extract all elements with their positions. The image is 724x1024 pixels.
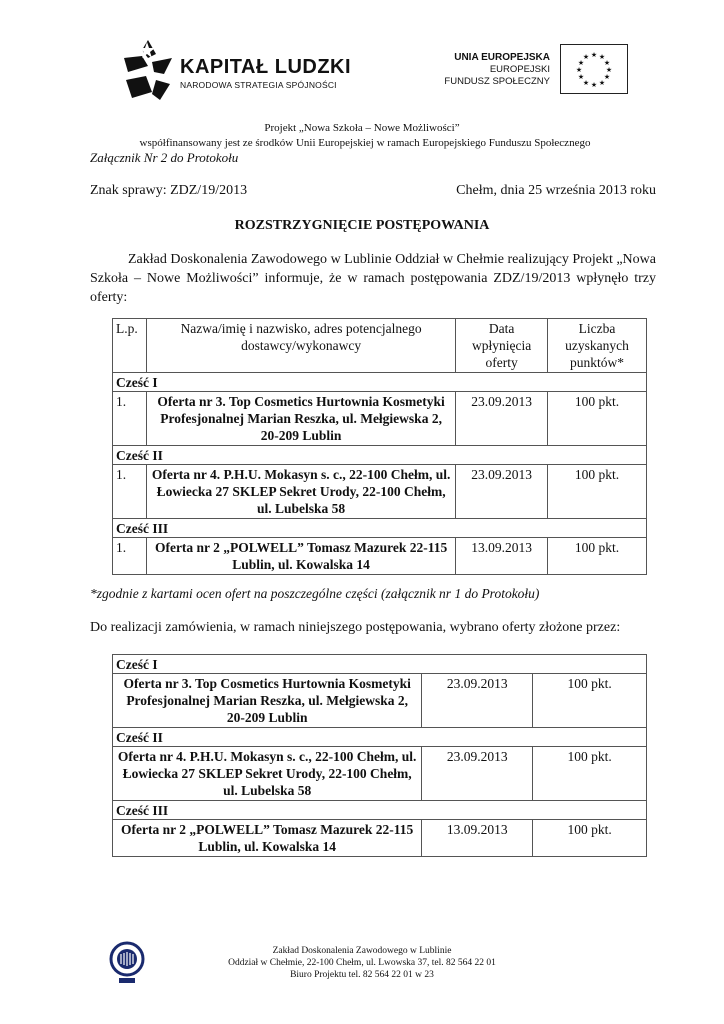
svg-text:★: ★ (605, 66, 613, 74)
table-row (113, 465, 647, 519)
header-points: Liczba uzyskanych punktów* (548, 319, 647, 373)
row-date: 23.09.2013 (456, 392, 548, 446)
section-label: Cześć I (113, 655, 647, 674)
row-offer: Oferta nr 2 „POLWELL” Tomasz Mazurek 22-115 Lublin, ul. Kowalska 14 (146, 538, 455, 575)
intro-paragraph: Zakład Doskonalenia Zawodowego w Lublinie Oddział w Chełmie realizujący Projekt „Nowa Szkoła – Nowe Możliwości” informuje, że w ramach postępowania ZDZ/19/2013 wpłynęło trzy oferty: (90, 252, 656, 305)
svg-text:★: ★ (590, 81, 598, 89)
row-date: 13.09.2013 (456, 538, 548, 575)
table-row (113, 674, 647, 728)
row-offer: Oferta nr 3. Top Cosmetics Hurtownia Kosmetyki Profesjonalnej Marian Reszka, ul. Mełgiewska 2, 20-209 Lublin (113, 674, 422, 728)
row-points: 100 pkt. (548, 538, 647, 575)
project-line-2: współfinansowany jest ze środków Unii Europejskiej w ramach Europejskiego Funduszu Społecznego (139, 137, 591, 149)
row-offer: Oferta nr 4. P.H.U. Mokasyn s. c., 22-100 Chełm, ul. Łowiecka 27 SKLEP Sekret Urody, 22-100 Chełm, ul. Lubelska 58 (146, 465, 455, 519)
row-points: 100 pkt. (548, 392, 647, 446)
eu-logo (420, 36, 632, 104)
document-title: ROZSTRZYGNIĘCIE POSTĘPOWANIA (234, 218, 490, 233)
section-row (113, 655, 647, 674)
eu-line2: EUROPEJSKI (489, 64, 550, 75)
eu-text (432, 52, 550, 88)
svg-text:★: ★ (603, 59, 611, 67)
row-lp: 1. (113, 538, 147, 575)
section-label: Cześć I (113, 373, 647, 392)
kapital-ludzki-title: KAPITAŁ LUDZKI (180, 56, 352, 78)
svg-text:★: ★ (598, 79, 606, 87)
footer-line-3: Biuro Projektu tel. 82 564 22 01 w 23 (290, 970, 434, 980)
header-date: Data wpłynięcia oferty (456, 319, 548, 373)
chosen-intro: Do realizacji zamówienia, w ramach niniejszego postępowania, wybrano oferty złożone przez: (90, 620, 621, 635)
attachment-label: Załącznik Nr 2 do Protokołu (90, 150, 239, 165)
kapital-ludzki-subtitle: NARODOWA STRATEGIA SPÓJNOŚCI (180, 80, 337, 90)
row-points: 100 pkt. (548, 465, 647, 519)
svg-text:★: ★ (598, 53, 606, 61)
section-row (113, 801, 647, 820)
header-name: Nazwa/imię i nazwisko, adres potencjalnego dostawcy/wykonawcy (146, 319, 455, 373)
row-offer: Oferta nr 3. Top Cosmetics Hurtownia Kosmetyki Profesjonalnej Marian Reszka, ul. Mełgiewska 2, 20-209 Lublin (146, 392, 455, 446)
section-label: Cześć III (113, 519, 647, 538)
row-points: 100 pkt. (533, 820, 647, 857)
table-header-row (113, 319, 647, 373)
section-label: Cześć II (113, 446, 647, 465)
svg-text:★: ★ (577, 59, 585, 67)
row-lp: 1. (113, 465, 147, 519)
eu-line1: UNIA EUROPEJSKA (454, 52, 550, 63)
svg-text:★: ★ (575, 66, 583, 74)
offers-table (112, 318, 647, 575)
section-label: Cześć II (113, 728, 647, 747)
date-place: Chełm, dnia 25 września 2013 roku (456, 183, 656, 198)
header-lp: L.p. (113, 319, 147, 373)
svg-text:★: ★ (582, 53, 590, 61)
svg-text:★: ★ (590, 51, 598, 59)
section-row (113, 373, 647, 392)
row-date: 13.09.2013 (422, 820, 533, 857)
section-label: Cześć III (113, 801, 647, 820)
eu-line3: FUNDUSZ SPOŁECZNY (444, 76, 550, 87)
section-row (113, 519, 647, 538)
svg-text:★: ★ (577, 73, 585, 81)
table-row (113, 747, 647, 801)
row-points: 100 pkt. (533, 674, 647, 728)
row-lp: 1. (113, 392, 147, 446)
row-offer: Oferta nr 2 „POLWELL” Tomasz Mazurek 22-115 Lublin, ul. Kowalska 14 (113, 820, 422, 857)
selected-offers-table (112, 654, 647, 857)
section-row (113, 446, 647, 465)
eu-flag-icon (560, 44, 628, 94)
svg-text:★: ★ (603, 73, 611, 81)
footer-line-2: Oddział w Chełmie, 22-100 Chełm, ul. Lwowska 37, tel. 82 564 22 01 (228, 958, 496, 968)
kapital-ludzki-emblem-icon (118, 36, 176, 106)
section-row (113, 728, 647, 747)
svg-text:★: ★ (582, 79, 590, 87)
row-date: 23.09.2013 (456, 465, 548, 519)
project-line-1: Projekt „Nowa Szkoła – Nowe Możliwości” (264, 122, 460, 134)
row-points: 100 pkt. (533, 747, 647, 801)
row-date: 23.09.2013 (422, 674, 533, 728)
table-row (113, 392, 647, 446)
case-number: Znak sprawy: ZDZ/19/2013 (90, 183, 248, 198)
footnote: *zgodnie z kartami ocen ofert na poszczególne części (załącznik nr 1 do Protokołu) (90, 586, 540, 601)
table-row (113, 820, 647, 857)
footer-address (0, 945, 724, 981)
table-row (113, 538, 647, 575)
kapital-ludzki-logo (118, 36, 378, 106)
row-offer: Oferta nr 4. P.H.U. Mokasyn s. c., 22-100 Chełm, ul. Łowiecka 27 SKLEP Sekret Urody, 22-100 Chełm, ul. Lubelska 58 (113, 747, 422, 801)
footer-line-1: Zakład Doskonalenia Zawodowego w Lublinie (272, 946, 452, 956)
row-date: 23.09.2013 (422, 747, 533, 801)
